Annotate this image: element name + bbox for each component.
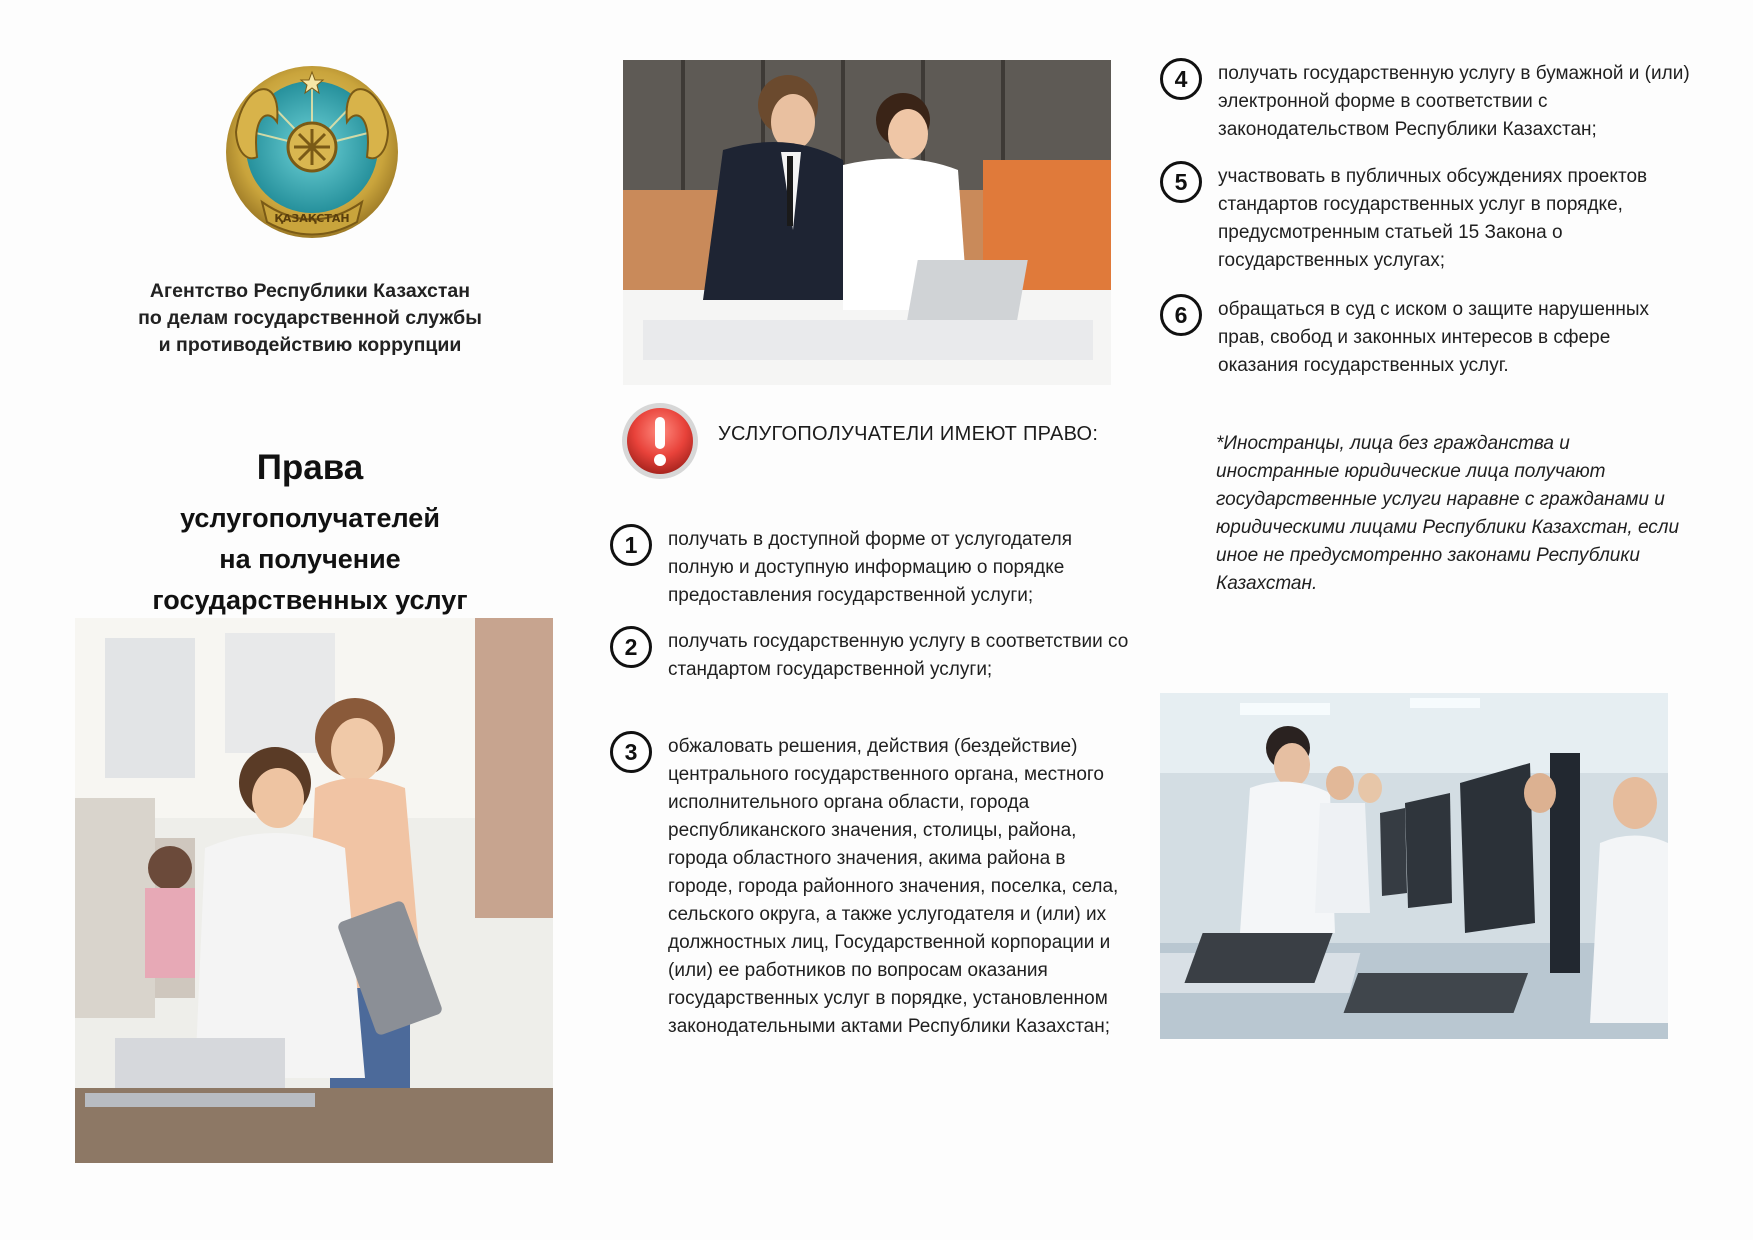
number-badge-4: 4 bbox=[1160, 58, 1202, 100]
number-badge-1: 1 bbox=[610, 524, 652, 566]
exclamation-icon bbox=[620, 401, 700, 481]
photo-computer-room bbox=[1160, 693, 1668, 1039]
right-item-4 bbox=[1160, 60, 1690, 144]
right-text-3: обжаловать решения, действия (бездействие) центрального государственного органа, местного исполнительного органа области, города республиканского значения, столицы, района, города областного значения, акима района в городе, города районного значения, поселка, села, сельского округа, а также услугодателя и (или) их должностных лиц, Государственной корпорации и (или) ее работников по вопросам оказания государственных услуг в порядке, установленном законодательными актами Республики Казахстан; bbox=[668, 736, 1119, 1037]
photo-office-team bbox=[623, 60, 1111, 385]
agency-line-1: Агентство Республики Казахстан bbox=[149, 280, 471, 302]
emblem-label: ҚАЗАҚСТАН bbox=[274, 212, 350, 225]
right-text-6: обращаться в суд с иском о защите нарушенных прав, свобод и законных интересов в сфере оказания государственных услуг. bbox=[1218, 299, 1650, 376]
photo-consultation bbox=[75, 618, 553, 1163]
agency-line-3: и противодействию коррупции bbox=[158, 334, 462, 356]
right-item-3 bbox=[610, 733, 1130, 1041]
agency-name bbox=[100, 278, 520, 359]
page-subtitle bbox=[90, 498, 530, 621]
number-badge-6: 6 bbox=[1160, 294, 1202, 336]
right-item-6 bbox=[1160, 296, 1690, 380]
right-text-2: получать государственную услугу в соответствии со стандартом государственной услуги; bbox=[668, 631, 1129, 680]
number-badge-5: 5 bbox=[1160, 161, 1202, 203]
right-item-5 bbox=[1160, 163, 1690, 275]
foreigners-note: *Иностранцы, лица без гражданства и иностранные юридические лица получают государственные услуги наравне с гражданами и юридическими лицами Республики Казахстан, если иное не предусмотренно законами Республики Казахстан. bbox=[1216, 433, 1680, 594]
right-text-4: получать государственную услугу в бумажной и (или) электронной форме в соответствии с законодательством Республики Казахстан; bbox=[1218, 63, 1690, 140]
right-item-1 bbox=[610, 526, 1130, 610]
number-badge-3: 3 bbox=[610, 731, 652, 773]
subtitle-line-2: на получение bbox=[219, 544, 401, 574]
page-title: Права bbox=[256, 448, 364, 487]
right-text-1: получать в доступной форме от услугодателя полную и доступную информацию о порядке предоставления государственной услуги; bbox=[668, 529, 1073, 606]
state-emblem-icon bbox=[222, 62, 402, 247]
right-text-5: участвовать в публичных обсуждениях проектов стандартов государственных услуг в порядке, предусмотренным статьей 15 Закона о государственных услугах; bbox=[1218, 166, 1648, 271]
subtitle-line-1: услугополучателей bbox=[180, 503, 440, 533]
rights-heading: УСЛУГОПОЛУЧАТЕЛИ ИМЕЮТ ПРАВО: bbox=[718, 423, 1099, 445]
right-item-2 bbox=[610, 628, 1130, 684]
number-badge-2: 2 bbox=[610, 626, 652, 668]
agency-line-2: по делам государственной службы bbox=[138, 307, 482, 329]
subtitle-line-3: государственных услуг bbox=[152, 585, 468, 615]
